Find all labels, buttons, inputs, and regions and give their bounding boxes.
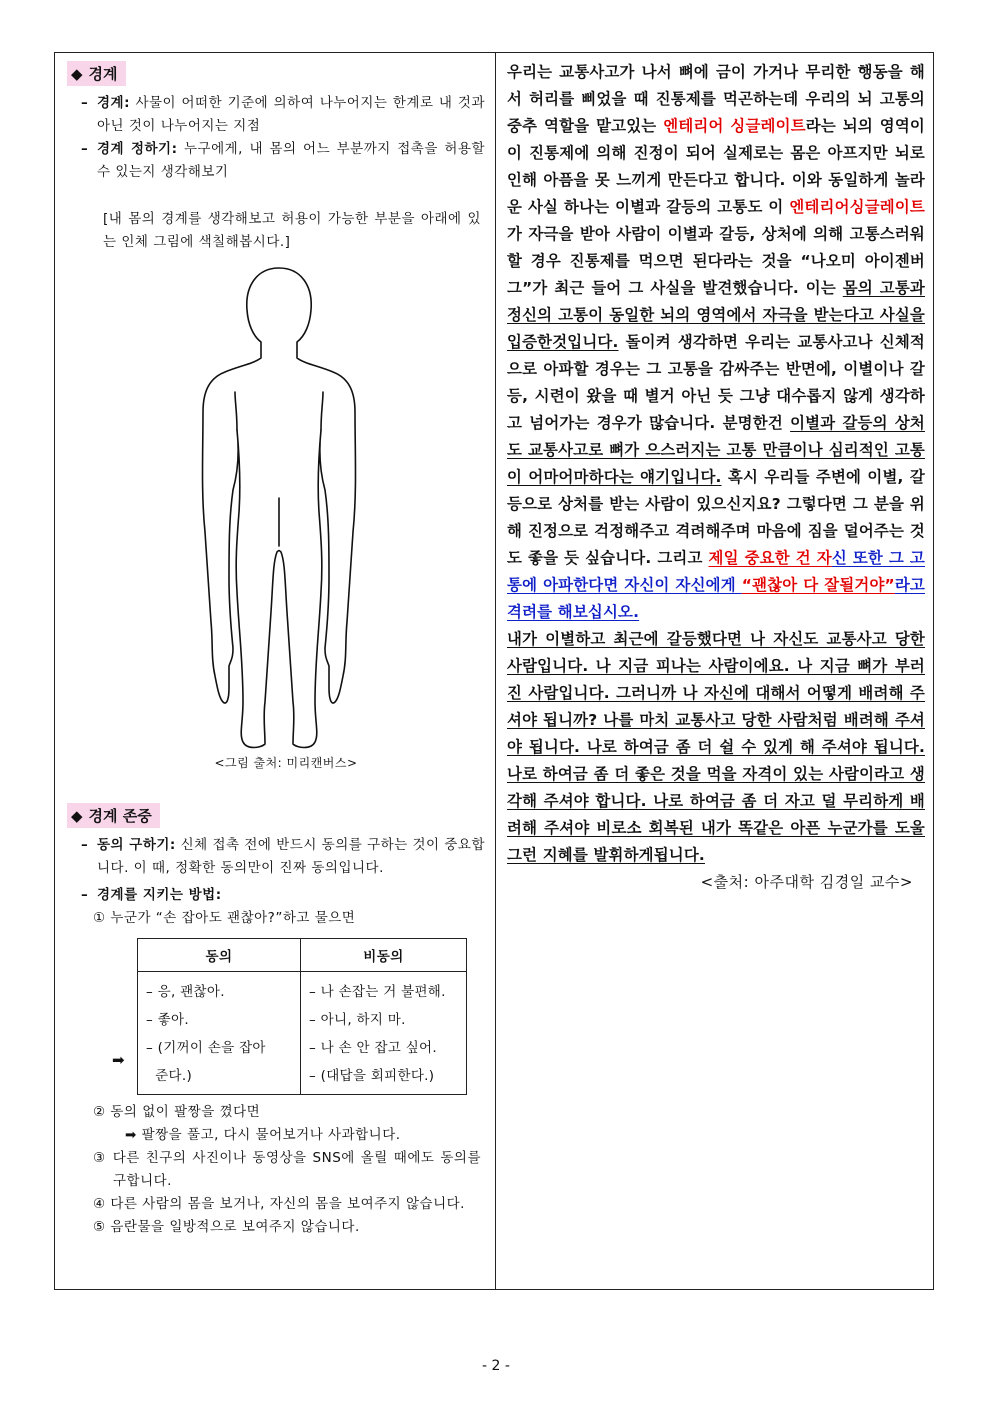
figure-caption: <그림 출처: 미리캔버스> bbox=[214, 756, 358, 770]
diamond-icon: ◆ bbox=[71, 807, 83, 825]
consent-line: – 좋아. bbox=[146, 1012, 189, 1028]
left-column bbox=[67, 61, 485, 1239]
consent-line: – 응, 괜찮아. bbox=[146, 984, 225, 1000]
essay-highlight-blue: 신 또한 그 고통에 아파한다면 자신이 자신에게 bbox=[507, 549, 925, 594]
section-heading-boundary: ◆ 경계 bbox=[67, 61, 126, 86]
boundary-definition: – 경계: 사물이 어떠한 기준에 의하여 나누어지는 한계로 내 것과 아닌 것이 나누어지는 지점 bbox=[81, 95, 485, 134]
essay-highlight-red: 제일 중요한 건 자 bbox=[708, 549, 832, 567]
consent-examples bbox=[112, 972, 301, 1095]
nonconsent-examples bbox=[301, 972, 467, 1095]
right-arrow-icon: ➡ bbox=[112, 1051, 125, 1069]
essay-segment: 우리는 교통사고가 나서 뼈에 금이 가거나 무리한 행동을 해서 허리를 삐었을 때 진통제를 먹곤하는데 우리의 뇌 고통의 중추 역할을 맡고있는 bbox=[507, 63, 925, 135]
consent-table bbox=[112, 938, 467, 1095]
diamond-icon: ◆ bbox=[71, 65, 83, 83]
nonconsent-line: – 아니, 하지 마. bbox=[309, 1012, 406, 1028]
method-item-3: ③ 다른 친구의 사진이나 동영상을 SNS에 올릴 때에도 동의를 구합니다. bbox=[93, 1150, 481, 1189]
method-item-2: ② 동의 없이 팔짱을 꼈다면 bbox=[93, 1104, 261, 1120]
column-divider bbox=[495, 53, 496, 1289]
content-frame bbox=[54, 52, 934, 1290]
essay-underlined: 내가 이별하고 최근에 갈등했다면 나 자신도 교통사고 당한 사람입니다. 나 지금 피나는 사람이에요. 나 지금 뼈가 부러진 사람입니다. 그러니까 나 자신에 대해서 어떻게 배려해 주셔야 됩니까? 나를 마치 교통사고 당한 사람처럼 배려해 주셔야 됩니다. 나로 하여금 좀 더 쉴 수 있게 해 주셔야 됩니다. 나로 하여금 좀 더 좋은 것을 먹을 자격이 있는 사람이라고 생각해 주셔야 합니다. 나로 하여금 좀 더 자고 덜 무리하게 배려해 주셔야 비로소 회복된 내가 똑같은 아픈 누군가를 도울 그런 지혜를 발휘하게됩니다. bbox=[507, 630, 925, 864]
methods-heading: – 경계를 지키는 방법: bbox=[81, 887, 222, 903]
essay-segment: 혹시 우리들 주변에 이별, 갈등으로 상처를 받는 사람이 있으신지요? 그렇다면 그 분을 위해 진정으로 걱정해주고 격려해주며 마음에 짐을 덜어주는 것도 좋을 듯 싶습니다. 그리고 bbox=[507, 468, 925, 567]
boundary-setting: – 경계 정하기: 누구에게, 내 몸의 어느 부분까지 접촉을 허용할 수 있는지 생각해보기 bbox=[81, 141, 485, 180]
essay-segment: 가 자극을 받아 사람이 이별과 갈등, 상처에 의해 고통스러워 할 경우 진통제를 먹으면 된다라는 것을 “나오미 아이젠버그”가 최근 들어 그 사실을 발견했습니다. 이는 bbox=[507, 225, 925, 297]
method-item-1: ① 누군가 “손 잡아도 괜찮아?”하고 물으면 bbox=[93, 910, 356, 926]
essay-underlined: 몸의 고통과 정신의 고통이 동일한 뇌의 영역에서 자극을 받는다고 사실을 입증한것입니다. bbox=[507, 279, 925, 351]
consent-column-header: 동의 bbox=[138, 939, 301, 972]
essay-text bbox=[501, 53, 931, 869]
section-heading-respect: ◆ 경계 존중 bbox=[67, 803, 160, 828]
essay-highlight-red: “괜찮아 다 잘될거야” bbox=[741, 576, 895, 594]
page-number: - 2 - bbox=[482, 1358, 510, 1374]
method-item-4: ④ 다른 사람의 몸을 보거나, 자신의 몸을 보여주지 않습니다. bbox=[93, 1196, 465, 1212]
consent-explanation: – 동의 구하기: 신체 접촉 전에 반드시 동의를 구하는 것이 중요합니다. 이 때, 정확한 동의만이 진짜 동의입니다. bbox=[81, 837, 485, 876]
essay-underlined: 이별과 갈등의 상처도 교통사고로 뼈가 으스러지는 고통 만큼이나 심리적인 고통이 어마어마하다는 얘기입니다. bbox=[507, 414, 925, 486]
essay-highlight-blue: 라고 격려를 해보십시오. bbox=[507, 576, 925, 621]
essay-segment: 돌이켜 생각하면 우리는 교통사고나 신체적으로 아파할 경우는 그 고통을 감싸주는 반면에, 이별이나 갈등, 시련이 왔을 때 별거 아닌 듯 그냥 대수롭지 않게 생각하고 넘어가는 경우가 많습니다. 분명한건 bbox=[507, 333, 925, 432]
nonconsent-line: – 나 손 안 잡고 싶어. bbox=[309, 1040, 437, 1056]
nonconsent-column-header: 비동의 bbox=[301, 939, 467, 972]
consent-line: 준다.) bbox=[146, 1068, 193, 1084]
method-item-5: ⑤ 음란물을 일방적으로 보여주지 않습니다. bbox=[93, 1219, 360, 1235]
method-item-2-action: ➡ 팔짱을 풀고, 다시 물어보거나 사과합니다. bbox=[125, 1127, 401, 1143]
consent-line: – (기꺼이 손을 잡아 bbox=[146, 1040, 266, 1056]
essay-highlight-red: 엔테리어 싱글레이트 bbox=[663, 117, 806, 135]
nonconsent-line: – 나 손잡는 거 불편해. bbox=[309, 984, 446, 1000]
essay-highlight-red: 엔테리어싱글레이트 bbox=[789, 198, 925, 216]
essay-segment: 라는 뇌의 영역이 이 진통제에 의해 진정이 되어 실제로는 몸은 아프지만 뇌로 인해 아픔을 못 느끼게 만든다고 합니다. 이와 동일하게 놀라운 사실 하나는 이별과 갈등의 고통도 이 bbox=[507, 117, 926, 216]
coloring-instruction: [내 몸의 경계를 생각해보고 허용이 가능한 부분을 아래에 있는 인체 그림에 색칠해봅시다.] bbox=[103, 211, 481, 250]
nonconsent-line: – (대답을 회피한다.) bbox=[309, 1068, 435, 1084]
essay-source: <출처: 아주대학 김경일 교수> bbox=[700, 873, 913, 891]
body-outline-figure bbox=[199, 262, 359, 752]
right-column bbox=[501, 53, 931, 892]
